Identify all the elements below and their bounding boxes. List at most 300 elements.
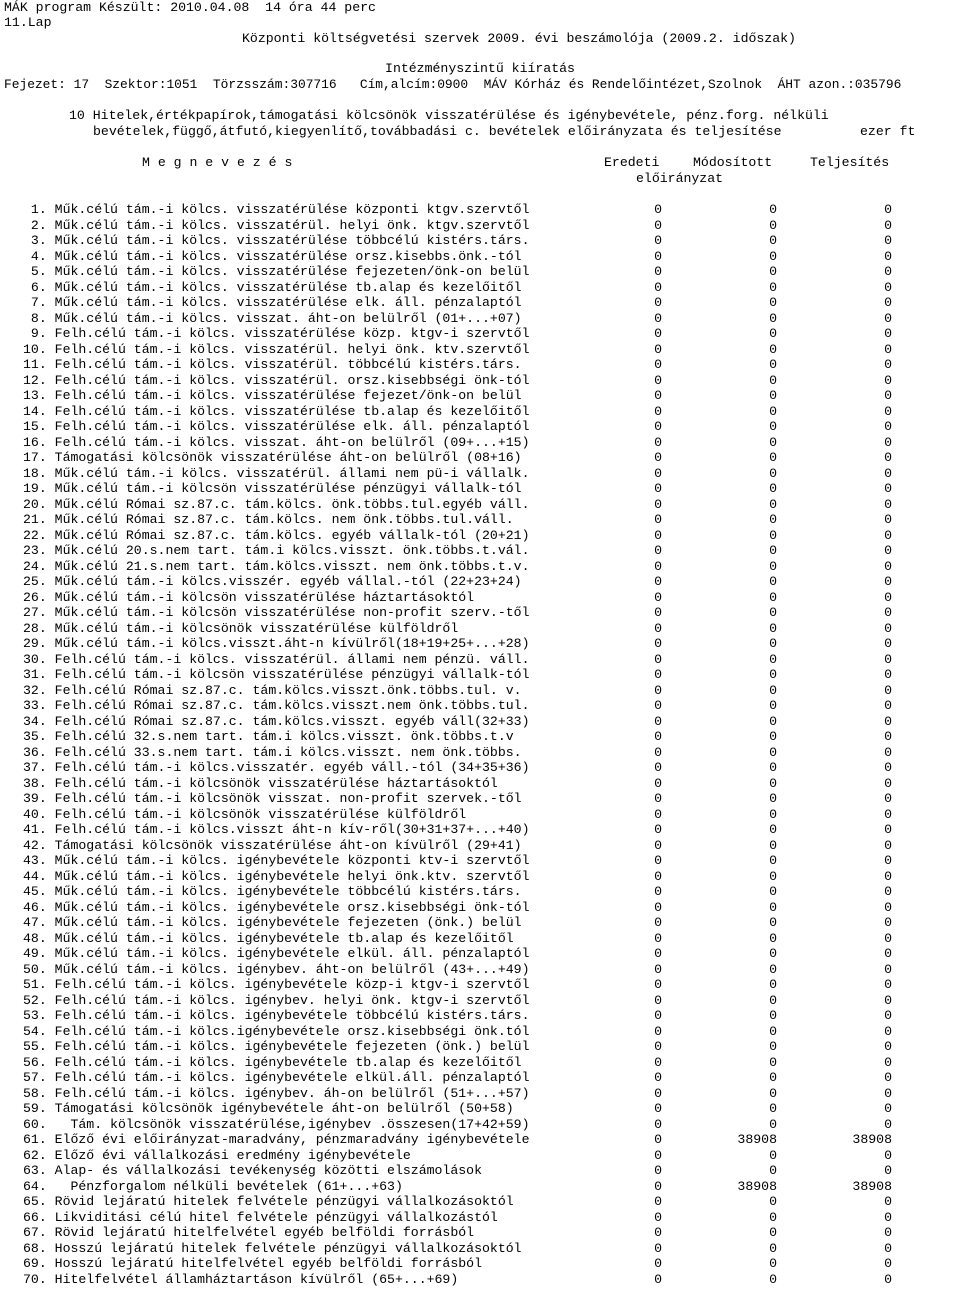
row-value-v3: 0 <box>884 930 892 946</box>
row-value-v1: 0 <box>654 341 662 357</box>
row-value-v3: 0 <box>884 837 892 853</box>
table-row <box>0 838 960 854</box>
row-value-v3: 0 <box>884 667 892 682</box>
table-row <box>0 543 960 559</box>
row-label: 31. Felh.célú tám.-i kölcsön visszatérülése pénzügyi vállalk-tól <box>23 667 530 682</box>
table-row <box>0 621 960 637</box>
row-value-v2: 0 <box>769 946 777 961</box>
table-row <box>0 280 960 296</box>
row-value-v1: 0 <box>654 1271 662 1287</box>
row-value-v2: 0 <box>769 961 777 977</box>
row-value-v1: 0 <box>654 868 662 884</box>
row-value-v2: 0 <box>769 1054 777 1070</box>
table-row <box>0 218 960 234</box>
row-value-v1: 0 <box>654 589 662 605</box>
row-label: 23. Műk.célú 20.s.nem tart. tám.i kölcs.visszt. önk.többs.t.vál. <box>23 543 530 558</box>
row-value-v3: 0 <box>884 775 892 791</box>
row-value-v3: 0 <box>884 1163 892 1178</box>
report-title: Központi költségvetési szervek 2009. évi beszámolója (2009.2. időszak) <box>242 31 796 46</box>
row-value-v1: 0 <box>654 527 662 543</box>
row-value-v3: 0 <box>884 388 892 403</box>
col-header-original-2: előirányzat <box>636 171 724 186</box>
row-value-v2: 0 <box>769 1008 777 1023</box>
row-value-v2: 0 <box>769 202 777 217</box>
row-value-v2: 0 <box>769 1023 777 1039</box>
row-value-v1: 0 <box>654 1116 662 1132</box>
row-label: 6. Műk.célú tám.-i kölcs. visszatérülése tb.alap és kezelőitől <box>23 279 522 295</box>
row-value-v3: 0 <box>884 1256 892 1271</box>
row-value-v1: 0 <box>654 899 662 915</box>
row-value-v3: 0 <box>884 310 892 326</box>
row-value-v2: 0 <box>769 357 777 372</box>
row-value-v3: 38908 <box>852 1132 892 1147</box>
row-value-v2: 0 <box>769 853 777 868</box>
row-value-v1: 0 <box>654 977 662 992</box>
row-label: 14. Felh.célú tám.-i kölcs. visszatérülése tb.alap és kezelőitől <box>23 403 530 419</box>
row-value-v2: 0 <box>769 729 777 744</box>
row-value-v3: 0 <box>884 1085 892 1101</box>
row-value-v1: 0 <box>654 853 662 868</box>
row-value-v2: 0 <box>769 233 777 248</box>
row-value-v3: 0 <box>884 620 892 636</box>
row-value-v1: 0 <box>654 1039 662 1054</box>
table-row <box>0 946 960 962</box>
row-value-v1: 0 <box>654 372 662 388</box>
row-value-v1: 0 <box>654 403 662 419</box>
row-value-v2: 0 <box>769 264 777 279</box>
row-value-v1: 0 <box>654 1163 662 1178</box>
row-value-v3: 0 <box>884 1101 892 1116</box>
row-value-v2: 0 <box>769 1147 777 1163</box>
table-row <box>0 729 960 745</box>
row-value-v2: 0 <box>769 915 777 930</box>
row-label: 60. Tám. kölcsönök visszatérülése,igénybev .összesen(17+42+59) <box>23 1116 530 1132</box>
row-value-v2: 0 <box>769 837 777 853</box>
table-row <box>0 202 960 218</box>
row-value-v1: 0 <box>654 1194 662 1209</box>
row-value-v2: 0 <box>769 372 777 388</box>
table-row <box>0 357 960 373</box>
row-label: 13. Felh.célú tám.-i kölcs. visszatérülése fejezet/önk-on belül <box>23 388 522 403</box>
row-value-v2: 0 <box>769 1116 777 1132</box>
row-value-v2: 0 <box>769 620 777 636</box>
row-value-v1: 0 <box>654 837 662 853</box>
row-value-v1: 0 <box>654 1209 662 1225</box>
table-row <box>0 993 960 1009</box>
row-value-v1: 0 <box>654 543 662 558</box>
row-value-v3: 0 <box>884 915 892 930</box>
table-row <box>0 760 960 776</box>
table-row <box>0 1055 960 1071</box>
row-value-v1: 0 <box>654 651 662 667</box>
row-value-v2: 0 <box>769 1256 777 1271</box>
row-label: 11. Felh.célú tám.-i kölcs. visszatérül. többcélú kistérs.társ. <box>23 357 522 372</box>
row-value-v3: 0 <box>884 202 892 217</box>
row-value-v3: 0 <box>884 1008 892 1023</box>
row-value-v2: 0 <box>769 1240 777 1256</box>
table-row <box>0 1194 960 1210</box>
row-value-v3: 0 <box>884 992 892 1008</box>
table-row <box>0 435 960 451</box>
row-value-v2: 0 <box>769 419 777 434</box>
row-value-v2: 0 <box>769 760 777 775</box>
row-value-v2: 0 <box>769 450 777 465</box>
row-value-v1: 0 <box>654 1178 662 1194</box>
table-row <box>0 1225 960 1241</box>
row-value-v3: 0 <box>884 264 892 279</box>
row-value-v1: 0 <box>654 1256 662 1271</box>
row-value-v2: 0 <box>769 512 777 527</box>
row-value-v2: 0 <box>769 326 777 341</box>
row-value-v2: 0 <box>769 899 777 915</box>
row-label: 56. Felh.célú tám.-i kölcs. igénybevétele tb.alap és kezelőitől <box>23 1054 522 1070</box>
row-label: 52. Felh.célú tám.-i kölcs. igénybev. helyi önk. ktgv-i szervtől <box>23 992 530 1008</box>
table-row <box>0 683 960 699</box>
row-value-v2: 0 <box>769 388 777 403</box>
table-row <box>0 791 960 807</box>
row-label: 21. Műk.célú Római sz.87.c. tám.kölcs. nem önk.többs.tul.váll. <box>23 512 514 527</box>
table-row <box>0 404 960 420</box>
section-title-line2: bevételek,függő,átfutó,kiegyenlítő,továbbadási c. bevételek előirányzata és teljesítése <box>93 124 782 139</box>
row-value-v3: 0 <box>884 233 892 248</box>
row-label: 40. Felh.célú tám.-i kölcsönök visszatérülése külföldről <box>23 806 467 822</box>
row-label: 27. Műk.célú tám.-i kölcsön visszatérülése non-profit szerv.-től <box>23 605 530 620</box>
row-value-v2: 0 <box>769 682 777 698</box>
row-value-v2: 0 <box>769 822 777 837</box>
table-row <box>0 373 960 389</box>
row-label: 24. Műk.célú 21.s.nem tart. tám.kölcs.visszt. nem önk.többs.t.v. <box>23 558 530 574</box>
row-value-v2: 0 <box>769 310 777 326</box>
row-value-v1: 0 <box>654 1101 662 1116</box>
row-value-v2: 0 <box>769 713 777 729</box>
row-value-v3: 0 <box>884 496 892 512</box>
row-value-v1: 0 <box>654 512 662 527</box>
row-label: 62. Előző évi vállalkozási eredmény igénybevétele <box>23 1147 411 1163</box>
row-label: 65. Rövid lejáratú hitelek felvétele pénzügyi vállalkozásoktól <box>23 1194 514 1209</box>
row-label: 22. Műk.célú Római sz.87.c. tám.kölcs. egyéb vállalk-tól (20+21) <box>23 527 530 543</box>
row-value-v3: 0 <box>884 946 892 961</box>
row-value-v2: 0 <box>769 605 777 620</box>
row-value-v3: 0 <box>884 450 892 465</box>
row-label: 54. Felh.célú tám.-i kölcs.igénybevétele orsz.kisebbségi önk.tól <box>23 1023 530 1039</box>
row-label: 70. Hitelfelvétel államháztartáson kívülről (65+...+69) <box>23 1271 459 1287</box>
table-row <box>0 419 960 435</box>
table-row <box>0 776 960 792</box>
row-value-v3: 0 <box>884 1054 892 1070</box>
row-value-v2: 0 <box>769 527 777 543</box>
row-label: 34. Felh.célú Római sz.87.c. tám.kölcs.visszt. egyéb váll(32+33) <box>23 713 530 729</box>
row-value-v3: 0 <box>884 481 892 496</box>
row-value-v3: 0 <box>884 1039 892 1054</box>
row-value-v2: 0 <box>769 636 777 651</box>
table-row <box>0 1272 960 1288</box>
row-value-v1: 0 <box>654 636 662 651</box>
row-value-v1: 0 <box>654 264 662 279</box>
row-value-v1: 0 <box>654 233 662 248</box>
table-row <box>0 636 960 652</box>
row-label: 7. Műk.célú tám.-i kölcs. visszatérülése elk. áll. pénzalaptól <box>23 295 522 310</box>
row-label: 35. Felh.célú 32.s.nem tart. tám.i kölcs.visszt. önk.többs.t.v <box>23 729 514 744</box>
table-row <box>0 822 960 838</box>
table-row <box>0 915 960 931</box>
row-value-v1: 0 <box>654 1132 662 1147</box>
row-value-v1: 0 <box>654 450 662 465</box>
row-label: 69. Hosszú lejáratú hitelfelvétel egyéb belföldi forrásból <box>23 1256 482 1271</box>
row-label: 41. Felh.célú tám.-i kölcs.visszt áht-n kív-ről(30+31+37+...+40) <box>23 822 530 837</box>
row-label: 9. Felh.célú tám.-i kölcs. visszatérülése közp. ktgv-i szervtől <box>23 326 530 341</box>
row-value-v1: 0 <box>654 248 662 264</box>
row-value-v1: 0 <box>654 496 662 512</box>
row-label: 15. Felh.célú tám.-i kölcs. visszatérülése elk. áll. pénzalaptól <box>23 419 530 434</box>
row-label: 4. Műk.célú tám.-i kölcs. visszatérülése orsz.kisebbs.önk.-tól <box>23 248 522 264</box>
table-row <box>0 1241 960 1257</box>
table-row <box>0 1210 960 1226</box>
row-value-v1: 0 <box>654 1070 662 1085</box>
col-header-name: M e g n e v e z é s <box>142 155 293 170</box>
row-value-v1: 0 <box>654 279 662 295</box>
row-value-v2: 0 <box>769 1085 777 1101</box>
row-value-v2: 0 <box>769 1070 777 1085</box>
row-value-v3: 0 <box>884 574 892 589</box>
row-value-v2: 0 <box>769 279 777 295</box>
row-value-v1: 0 <box>654 775 662 791</box>
table-row <box>0 884 960 900</box>
row-value-v1: 0 <box>654 419 662 434</box>
row-label: 58. Felh.célú tám.-i kölcs. igénybev. áh-on belülről (51+...+57) <box>23 1085 530 1101</box>
report-rows <box>0 202 960 1287</box>
row-label: 63. Alap- és vállalkozási tevékenység közötti elszámolások <box>23 1163 482 1178</box>
table-row <box>0 311 960 327</box>
table-row <box>0 326 960 342</box>
table-row <box>0 233 960 249</box>
table-row <box>0 1008 960 1024</box>
table-row <box>0 512 960 528</box>
table-row <box>0 962 960 978</box>
row-value-v2: 0 <box>769 667 777 682</box>
row-value-v3: 0 <box>884 558 892 574</box>
row-value-v1: 0 <box>654 388 662 403</box>
row-value-v3: 0 <box>884 806 892 822</box>
row-label: 42. Támogatási kölcsönök visszatérülése áht-on kívülről (29+41) <box>23 837 522 853</box>
row-value-v3: 0 <box>884 1240 892 1256</box>
row-value-v3: 0 <box>884 341 892 357</box>
row-value-v3: 38908 <box>852 1178 892 1194</box>
row-value-v3: 0 <box>884 961 892 977</box>
row-value-v3: 0 <box>884 1225 892 1240</box>
row-value-v1: 0 <box>654 217 662 233</box>
row-value-v3: 0 <box>884 1209 892 1225</box>
row-label: 29. Műk.célú tám.-i kölcs.visszt.áht-n kívülről(18+19+25+...+28) <box>23 636 530 651</box>
row-label: 59. Támogatási kölcsönök igénybevétele áht-on belülről (50+58) <box>23 1101 514 1116</box>
row-value-v3: 0 <box>884 1116 892 1132</box>
section-title-line1: 10 Hitelek,értékpapírok,támogatási kölcsönök visszatérülése és igénybevétele, pénz.forg. nélküli <box>69 108 829 123</box>
row-value-v1: 0 <box>654 1240 662 1256</box>
row-label: 18. Műk.célú tám.-i kölcs. visszatérül. állami nem pü-i vállalk. <box>23 465 530 481</box>
row-label: 48. Műk.célú tám.-i kölcs. igénybevétele tb.alap és kezelőitől <box>23 930 514 946</box>
row-value-v3: 0 <box>884 295 892 310</box>
row-value-v1: 0 <box>654 729 662 744</box>
row-value-v3: 0 <box>884 853 892 868</box>
row-label: 20. Műk.célú Római sz.87.c. tám.kölcs. önk.többs.tul.egyéb váll. <box>23 496 530 512</box>
row-value-v2: 0 <box>769 1194 777 1209</box>
row-value-v3: 0 <box>884 605 892 620</box>
row-value-v1: 0 <box>654 822 662 837</box>
row-value-v2: 38908 <box>737 1178 777 1194</box>
row-value-v1: 0 <box>654 992 662 1008</box>
row-label: 37. Felh.célú tám.-i kölcs.visszatér. egyéb váll.-tól (34+35+36) <box>23 760 530 775</box>
row-value-v3: 0 <box>884 217 892 233</box>
row-value-v3: 0 <box>884 512 892 527</box>
row-value-v3: 0 <box>884 1070 892 1085</box>
row-value-v2: 0 <box>769 977 777 992</box>
row-value-v3: 0 <box>884 1023 892 1039</box>
row-value-v3: 0 <box>884 419 892 434</box>
table-row <box>0 714 960 730</box>
row-label: 46. Műk.célú tám.-i kölcs. igénybevétele orsz.kisebbségi önk-tól <box>23 899 530 915</box>
row-label: 53. Felh.célú tám.-i kölcs. igénybevétele többcélú kistérs.társ. <box>23 1008 530 1023</box>
table-row <box>0 497 960 513</box>
row-value-v1: 0 <box>654 682 662 698</box>
row-label: 19. Műk.célú tám.-i kölcsön visszatérülése pénzügyi vállalk-tól <box>23 481 522 496</box>
row-value-v2: 0 <box>769 589 777 605</box>
table-row <box>0 1179 960 1195</box>
table-row <box>0 605 960 621</box>
row-label: 50. Műk.célú tám.-i kölcs. igénybev. áht-on belülről (43+...+49) <box>23 961 530 977</box>
table-row <box>0 977 960 993</box>
row-value-v2: 0 <box>769 1101 777 1116</box>
row-value-v2: 0 <box>769 744 777 760</box>
table-row <box>0 481 960 497</box>
table-row <box>0 1101 960 1117</box>
row-value-v1: 0 <box>654 1008 662 1023</box>
row-value-v1: 0 <box>654 357 662 372</box>
row-value-v3: 0 <box>884 651 892 667</box>
row-value-v2: 0 <box>769 481 777 496</box>
row-value-v1: 0 <box>654 791 662 806</box>
row-value-v2: 0 <box>769 651 777 667</box>
row-value-v3: 0 <box>884 589 892 605</box>
table-row <box>0 466 960 482</box>
row-value-v1: 0 <box>654 930 662 946</box>
row-value-v1: 0 <box>654 713 662 729</box>
row-label: 10. Felh.célú tám.-i kölcs. visszatérül. helyi önk. ktv.szervtől <box>23 341 530 357</box>
row-value-v3: 0 <box>884 434 892 450</box>
table-row <box>0 1256 960 1272</box>
table-row <box>0 745 960 761</box>
row-label: 66. Likviditási célú hitel felvétele pénzügyi vállalkozástól <box>23 1209 498 1225</box>
table-row <box>0 853 960 869</box>
row-label: 44. Műk.célú tám.-i kölcs. igénybevétele helyi önk.ktv. szervtől <box>23 868 530 884</box>
row-value-v3: 0 <box>884 760 892 775</box>
row-value-v3: 0 <box>884 279 892 295</box>
table-row <box>0 869 960 885</box>
institution-ident: Fejezet: 17 Szektor:1051 Törzsszám:307716 Cím,alcím:0900 MÁV Kórház és Rendelőintézet,Szolnok ÁHT azon.:035796 <box>4 77 902 92</box>
table-row <box>0 1024 960 1040</box>
row-value-v2: 0 <box>769 341 777 357</box>
row-label: 55. Felh.célú tám.-i kölcs. igénybevétele fejezeten (önk.) belül <box>23 1039 530 1054</box>
row-value-v3: 0 <box>884 636 892 651</box>
row-value-v2: 0 <box>769 558 777 574</box>
row-value-v2: 0 <box>769 248 777 264</box>
table-row <box>0 264 960 280</box>
row-label: 33. Felh.célú Római sz.87.c. tám.kölcs.visszt.nem önk.többs.tul. <box>23 698 530 713</box>
row-value-v2: 38908 <box>737 1132 777 1147</box>
row-value-v1: 0 <box>654 806 662 822</box>
row-label: 38. Felh.célú tám.-i kölcsönök visszatérülése háztartásoktól <box>23 775 498 791</box>
row-value-v3: 0 <box>884 713 892 729</box>
row-value-v3: 0 <box>884 977 892 992</box>
col-header-modified: Módosított <box>693 155 773 170</box>
row-value-v3: 0 <box>884 465 892 481</box>
row-value-v3: 0 <box>884 403 892 419</box>
row-value-v2: 0 <box>769 930 777 946</box>
row-label: 16. Felh.célú tám.-i kölcs. visszat. áht-on belülről (09+...+15) <box>23 434 530 450</box>
row-value-v2: 0 <box>769 884 777 899</box>
row-value-v3: 0 <box>884 1194 892 1209</box>
row-label: 49. Műk.célú tám.-i kölcs. igénybevétele elkül. áll. pénzalaptól <box>23 946 530 961</box>
row-label: 61. Előző évi előirányzat-maradvány, pénzmaradvány igénybevétele <box>23 1132 530 1147</box>
row-label: 64. Pénzforgalom nélküli bevételek (61+...+63) <box>23 1178 403 1194</box>
row-value-v1: 0 <box>654 620 662 636</box>
row-value-v1: 0 <box>654 1085 662 1101</box>
row-label: 17. Támogatási kölcsönök visszatérülése áht-on belülről (08+16) <box>23 450 522 465</box>
table-row <box>0 450 960 466</box>
row-value-v3: 0 <box>884 1271 892 1287</box>
row-label: 1. Műk.célú tám.-i kölcs. visszatérülése központi ktgv.szervtől <box>23 202 530 217</box>
row-value-v1: 0 <box>654 760 662 775</box>
row-label: 25. Műk.célú tám.-i kölcs.visszér. egyéb vállal.-tól (22+23+24) <box>23 574 522 589</box>
row-label: 3. Műk.célú tám.-i kölcs. visszatérülése többcélú kistérs.társ. <box>23 233 530 248</box>
row-label: 68. Hosszú lejáratú hitelek felvétele pénzügyi vállalkozásoktól <box>23 1240 522 1256</box>
row-label: 28. Műk.célú tám.-i kölcsönök visszatérülése külföldről <box>23 620 459 636</box>
row-value-v1: 0 <box>654 946 662 961</box>
table-row <box>0 1163 960 1179</box>
row-value-v2: 0 <box>769 1163 777 1178</box>
row-value-v2: 0 <box>769 791 777 806</box>
row-value-v1: 0 <box>654 558 662 574</box>
table-row <box>0 1070 960 1086</box>
row-value-v1: 0 <box>654 574 662 589</box>
row-value-v1: 0 <box>654 884 662 899</box>
row-label: 39. Felh.célú tám.-i kölcsönök visszat. non-profit szervek.-től <box>23 791 522 806</box>
row-value-v2: 0 <box>769 775 777 791</box>
row-value-v2: 0 <box>769 434 777 450</box>
row-value-v1: 0 <box>654 1023 662 1039</box>
row-value-v1: 0 <box>654 465 662 481</box>
row-value-v2: 0 <box>769 496 777 512</box>
row-value-v3: 0 <box>884 698 892 713</box>
row-label: 2. Műk.célú tám.-i kölcs. visszatérül. helyi önk. ktgv.szervtől <box>23 217 530 233</box>
table-row <box>0 590 960 606</box>
row-value-v1: 0 <box>654 202 662 217</box>
row-value-v1: 0 <box>654 310 662 326</box>
row-label: 26. Műk.célú tám.-i kölcsön visszatérülése háztartásoktól <box>23 589 475 605</box>
row-value-v3: 0 <box>884 372 892 388</box>
row-value-v3: 0 <box>884 899 892 915</box>
row-label: 32. Felh.célú Római sz.87.c. tám.kölcs.visszt.önk.többs.tul. v. <box>23 682 522 698</box>
table-row <box>0 1117 960 1133</box>
table-row <box>0 342 960 358</box>
row-label: 12. Felh.célú tám.-i kölcs. visszatérül. orsz.kisebbségi önk-tól <box>23 372 530 388</box>
row-value-v3: 0 <box>884 822 892 837</box>
row-value-v2: 0 <box>769 698 777 713</box>
table-row <box>0 698 960 714</box>
row-value-v1: 0 <box>654 326 662 341</box>
row-value-v1: 0 <box>654 698 662 713</box>
row-value-v3: 0 <box>884 527 892 543</box>
row-label: 43. Műk.célú tám.-i kölcs. igénybevétele központi ktv-i szervtől <box>23 853 530 868</box>
row-value-v2: 0 <box>769 868 777 884</box>
